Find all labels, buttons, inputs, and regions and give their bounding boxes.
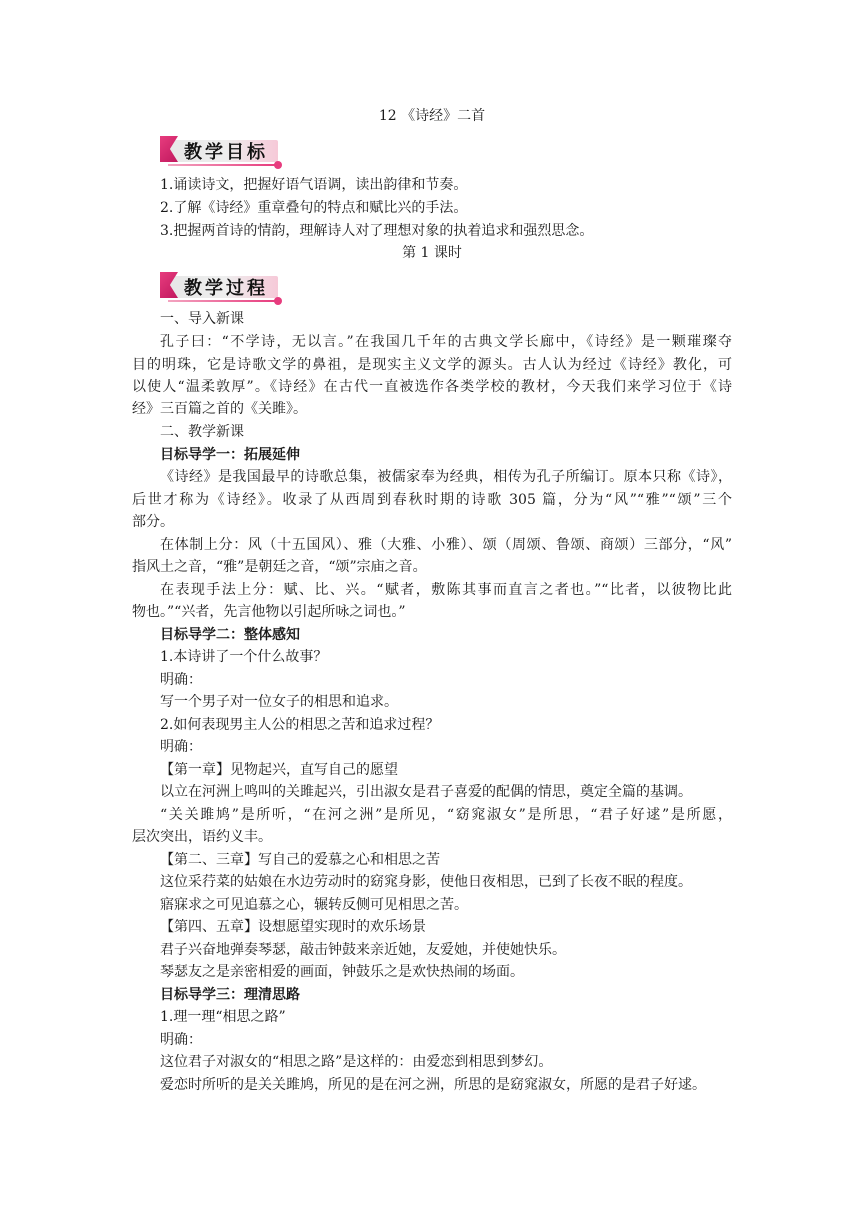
goal-heading: 目标导学三：理清思路 [160, 987, 300, 1003]
chapter-heading: 【第一章】见物起兴，直写自己的愿望 [160, 762, 398, 778]
paragraph-line: 在体制上分：风（十五国风）、雅（大雅、小雅）、颂（周颂、鲁颂、商颂）三部分，“风” [160, 537, 732, 553]
banner-dot-icon [274, 161, 282, 169]
paragraph-line: “关关雎鸠”是所听，“在河之洲”是所见，“窈窕淑女”是所思，“君子好逑”是所愿， [160, 807, 732, 823]
banner-dot-icon [274, 297, 282, 305]
question: 1.理一理“相思之路” [160, 1009, 286, 1025]
banner-label: 教学过程 [184, 278, 268, 299]
chapter-heading: 【第四、五章】设想愿望实现时的欢乐场景 [160, 919, 426, 935]
paragraph-line: 物也。”“兴者，先言他物以引起所咏之词也。” [132, 604, 406, 620]
answer-label: 明确： [160, 1032, 202, 1048]
paragraph-line: 指风土之音，“雅”是朝廷之音，“颂”宗庙之音。 [132, 559, 427, 575]
section-banner-goals [160, 136, 284, 170]
paragraph-line: 《诗经》是我国最早的诗歌总集，被儒家奉为经典，相传为孔子所编订。原本只称《诗》， [160, 469, 732, 485]
goal-item: 2.了解《诗经》重章叠句的特点和赋比兴的手法。 [160, 200, 468, 216]
goal-heading: 目标导学一：拓展延伸 [160, 447, 300, 463]
page-title: 12 《诗经》二首 [378, 108, 486, 124]
goal-item: 1.诵读诗文，把握好语气语调，读出韵律和节奏。 [160, 177, 468, 193]
paragraph-line: 后世才称为《诗经》。收录了从西周到春秋时期的诗歌 305 篇，分为“风”“雅”“颂”三个 [132, 492, 732, 508]
banner-label: 教学目标 [184, 142, 268, 163]
section-heading: 一、导入新课 [160, 311, 244, 327]
paragraph-line: 目的明珠，它是诗歌文学的鼻祖，是现实主义文学的源头。古人认为经过《诗经》教化，可 [132, 357, 732, 373]
paragraph-line: 层次突出，语约义丰。 [132, 829, 272, 845]
paragraph-line: 经》三百篇之首的《关雎》。 [132, 401, 307, 417]
paragraph-line: 这位君子对淑女的“相思之路”是这样的：由爱恋到相思到梦幻。 [160, 1054, 553, 1070]
question: 2.如何表现男主人公的相思之苦和追求过程？ [160, 717, 440, 733]
lesson-label: 第 1 课时 [402, 245, 462, 261]
paragraph-line: 部分。 [132, 514, 174, 530]
goal-heading: 目标导学二：整体感知 [160, 627, 300, 643]
chapter-heading: 【第二、三章】写自己的爱慕之心和相思之苦 [160, 852, 440, 868]
paragraph-line: 在表现手法上分：赋、比、兴。“赋者，敷陈其事而直言之者也。”“比者，以彼物比此 [160, 582, 732, 598]
paragraph-line: 寤寐求之可见追慕之心，辗转反侧可见相思之苦。 [160, 897, 468, 913]
paragraph-line: 琴瑟友之是亲密相爱的画面，钟鼓乐之是欢快热闹的场面。 [160, 964, 524, 980]
paragraph-line: 以使人“温柔敦厚”。《诗经》在古代一直被选作各类学校的教材，今天我们来学习位于《诗 [132, 379, 732, 395]
question: 1.本诗讲了一个什么故事？ [160, 649, 328, 665]
paragraph-line: 孔子曰：“不学诗，无以言。”在我国几千年的古典文学长廊中，《诗经》是一颗璀璨夺 [160, 334, 732, 350]
paragraph-line: 以立在河洲上鸣叫的关雎起兴，引出淑女是君子喜爱的配偶的情思，奠定全篇的基调。 [160, 784, 692, 800]
answer-label: 明确： [160, 739, 202, 755]
goal-item: 3.把握两首诗的情韵，理解诗人对了理想对象的执着追求和强烈思念。 [160, 223, 594, 239]
answer-label: 明确： [160, 672, 202, 688]
section-banner-process [160, 272, 284, 306]
paragraph-line: 爱恋时所听的是关关雎鸠，所见的是在河之洲，所思的是窈窕淑女，所愿的是君子好逑。 [160, 1077, 706, 1093]
paragraph-line: 君子兴奋地弹奏琴瑟，敲击钟鼓来亲近她，友爱她，并使她快乐。 [160, 942, 566, 958]
answer-text: 写一个男子对一位女子的相思和追求。 [160, 694, 398, 710]
paragraph-line: 这位采荇菜的姑娘在水边劳动时的窈窕身影，使他日夜相思，已到了长夜不眠的程度。 [160, 874, 692, 890]
section-heading: 二、教学新课 [160, 424, 244, 440]
